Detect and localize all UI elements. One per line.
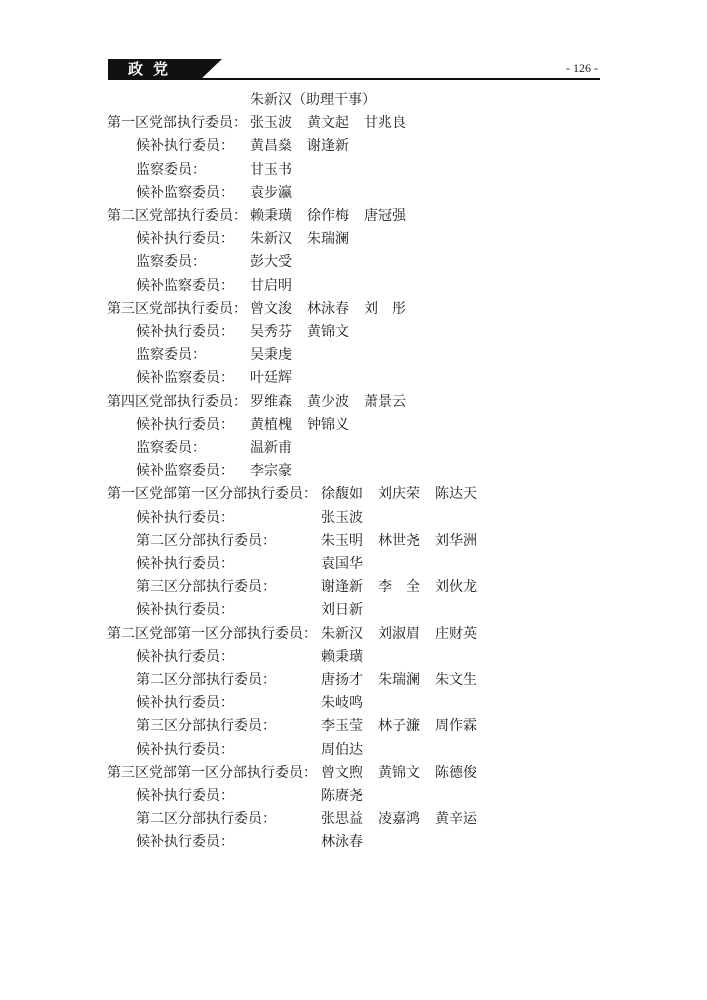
committee-label: 第三区党部第一区分部执行委员： [107,764,317,781]
header-rule [108,78,600,80]
section-title: 政党 [128,60,179,78]
member-name: 黄文起 [307,115,349,132]
list-row [0,251,707,273]
member-name: 刘庆荣 [378,486,420,503]
list-row [0,437,707,459]
member-name: 黄锦文 [307,324,349,340]
page-number: - 126 - [566,61,598,75]
section-header-tab [200,59,222,80]
member-name: 张玉波 [250,115,292,132]
committee-label: 候补执行委员： [136,556,234,572]
committee-label: 候补执行委员： [136,509,234,526]
member-name: 朱新汉（助理干事） [250,92,376,108]
member-name: 谢逢新 [321,579,363,596]
list-row [0,831,707,853]
member-name: 林子濂 [378,718,420,735]
list-row [0,298,707,320]
committee-label: 第四区党部执行委员： [107,393,247,410]
committee-label: 候补监察委员： [136,184,234,201]
list-row [0,367,707,389]
member-name: 甘启明 [250,277,292,294]
list-row [0,135,707,157]
member-name: 温新甫 [250,440,292,456]
committee-label: 第一区党部执行委员： [107,115,247,132]
member-name: 甘兆良 [364,115,406,132]
member-name: 陈赓尧 [321,788,363,804]
list-row [0,228,707,250]
member-name: 朱新汉 [321,625,363,642]
member-name: 林世尧 [378,532,420,549]
member-name: 张玉波 [321,509,363,526]
list-row [0,576,707,598]
committee-label: 候补执行委员： [136,788,234,804]
member-name: 朱玉明 [321,532,363,549]
list-row [0,530,707,552]
member-name: 袁国华 [321,556,363,572]
member-name: 叶廷辉 [250,370,292,387]
member-name: 朱瑞澜 [378,672,420,688]
member-name: 黄少波 [307,393,349,410]
committee-label: 候补执行委员： [136,324,234,340]
member-name: 钟锦义 [307,416,349,433]
committee-label: 第二区党部执行委员： [107,208,247,224]
member-name: 黄植槐 [250,416,292,433]
member-name: 甘玉书 [250,161,292,178]
list-row [0,692,707,714]
list-row [0,205,707,227]
list-row [0,762,707,784]
committee-label: 第一区党部第一区分部执行委员： [107,486,317,503]
member-name: 唐冠强 [364,208,406,224]
committee-label: 监察委员： [136,254,206,271]
committee-label: 候补执行委员： [136,138,234,155]
member-name: 陈德俊 [435,764,477,781]
committee-label: 候补执行委员： [136,602,234,619]
member-name: 刘日新 [321,602,363,619]
committee-label: 第三区分部执行委员： [136,718,276,735]
committee-label: 监察委员： [136,161,206,178]
committee-label: 第二区分部执行委员： [136,811,276,828]
member-name: 刘淑眉 [378,625,420,642]
member-name: 庄财英 [435,625,477,642]
list-row [0,553,707,575]
list-row [0,808,707,830]
list-row [0,646,707,668]
member-name: 李玉莹 [321,718,363,735]
list-row [0,112,707,134]
member-name: 李宗豪 [250,463,292,480]
committee-label: 候补执行委员： [136,416,234,433]
member-name: 黄锦文 [378,764,420,781]
committee-label: 第二区分部执行委员： [136,532,276,549]
committee-label: 监察委员： [136,440,206,456]
member-name: 林泳春 [321,834,363,851]
member-name: 袁步瀛 [250,184,292,201]
member-name: 唐扬才 [321,672,363,688]
member-name: 徐作梅 [307,208,349,224]
member-name: 陈达天 [435,486,477,503]
committee-label: 候补执行委员： [136,231,234,248]
committee-label: 候补监察委员： [136,463,234,480]
member-name: 张思益 [321,811,363,828]
member-name: 黄辛运 [435,811,477,828]
list-row [0,182,707,204]
list-row [0,739,707,761]
list-row [0,715,707,737]
list-row [0,89,707,111]
committee-label: 候补执行委员： [136,648,234,665]
list-row [0,669,707,691]
member-name: 刘华洲 [435,532,477,549]
committee-label: 第三区党部执行委员： [107,300,247,317]
committee-label: 候补执行委员： [136,741,234,758]
list-row [0,460,707,482]
committee-label: 第二区分部执行委员： [136,672,276,688]
member-name: 朱新汉 [250,231,292,248]
member-name: 朱瑞澜 [307,231,349,248]
member-name: 曾文煦 [321,764,363,781]
member-name: 周伯达 [321,741,363,758]
member-name: 刘 彤 [364,300,406,317]
member-name: 徐馥如 [321,486,363,503]
member-name: 吴秉虔 [250,347,292,364]
committee-label: 候补执行委员： [136,695,234,712]
list-row [0,507,707,529]
member-name: 彭大受 [250,254,292,271]
member-name: 朱岐鸣 [321,695,363,712]
member-name: 罗维森 [250,393,292,410]
list-row [0,391,707,413]
list-row [0,623,707,645]
member-name: 吴秀芬 [250,324,292,340]
list-row [0,414,707,436]
member-name: 黄昌燊 [250,138,292,155]
list-row [0,159,707,181]
list-row [0,275,707,297]
list-row [0,599,707,621]
committee-label: 监察委员： [136,347,206,364]
list-row [0,344,707,366]
member-name: 曾文浚 [250,300,292,317]
member-name: 赖秉璜 [250,208,292,224]
member-name: 林泳春 [307,300,349,317]
member-name: 朱文生 [435,672,477,688]
list-row [0,483,707,505]
member-name: 周作霖 [435,718,477,735]
committee-label: 候补执行委员： [136,834,234,851]
committee-label: 候补监察委员： [136,370,234,387]
committee-label: 第三区分部执行委员： [136,579,276,596]
committee-label: 候补监察委员： [136,277,234,294]
member-name: 李 全 [378,579,420,596]
member-name: 凌嘉鸿 [378,811,420,828]
list-row [0,785,707,807]
member-name: 萧景云 [364,393,406,410]
member-name: 赖秉璜 [321,648,363,665]
committee-label: 第二区党部第一区分部执行委员： [107,625,317,642]
list-row [0,321,707,343]
member-name: 刘伙龙 [435,579,477,596]
member-name: 谢逢新 [307,138,349,155]
